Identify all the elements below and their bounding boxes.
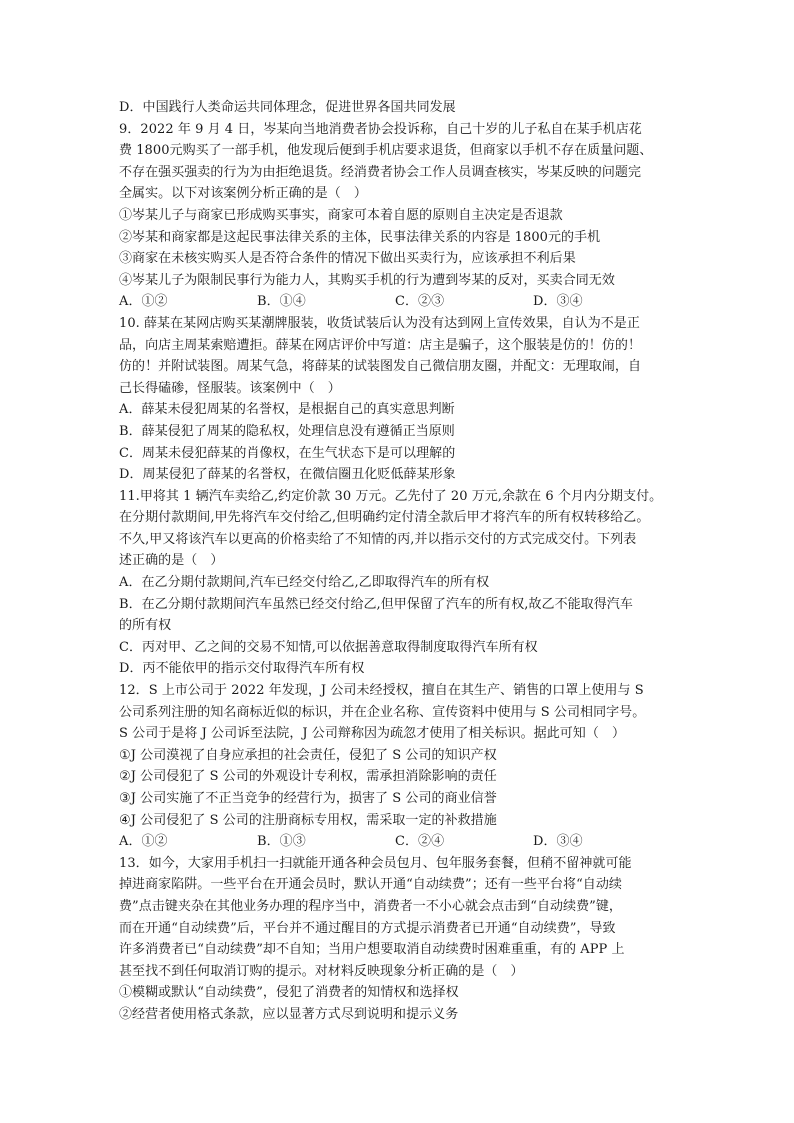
q12-statement-4: ④J 公司侵犯了 S 公司的注册商标专用权，需采取一定的补救措施 xyxy=(119,812,497,828)
q12-stem-line: 12．S 上市公司于 2022 年发现，J 公司未经授权，擅自在其生产、销售的口罩上使用与 S xyxy=(119,683,644,699)
q12-statement-1: ①J 公司漠视了自身应承担的社会责任，侵犯了 S 公司的知识产权 xyxy=(119,747,497,763)
q12-choice-a: A．①② xyxy=(119,834,168,850)
q13-stem-line: 掉进商家陷阱。一些平台在开通会员时，默认开通“自动续费”；还有一些平台将“自动续 xyxy=(119,877,622,893)
q9-stem-line: 9．2022 年 9 月 4 日，岑某向当地消费者协会投诉称，自己十岁的儿子私自在某手机店花 xyxy=(119,121,642,137)
q11-stem-line: 不久,甲又将该汽车以更高的价格卖给了不知情的丙,并以指示交付的方式完成交付。下列表 xyxy=(119,531,637,547)
q13-stem-line: 甚至找不到任何取消订购的提示。对材料反映现象分析正确的是（ ） xyxy=(119,963,524,979)
q12-choices xyxy=(119,831,684,853)
q8-option-d: D．中国践行人类命运共同体理念，促进世界各国共同发展 xyxy=(119,100,456,115)
q12-choice-b: B．①③ xyxy=(257,834,306,850)
question-13 xyxy=(119,853,684,1026)
q12-choice-c: C．②④ xyxy=(395,834,445,850)
q13-stem-line: 许多消费者已“自动续费”却不自知；当用户想要取消自动续费时困难重重，有的 APP 上 xyxy=(119,942,625,958)
q11-option-c: C．丙对甲、乙之间的交易不知情,可以依据善意取得制度取得汽车所有权 xyxy=(119,639,538,655)
q13-statement-2: ②经营者使用格式条款，应以显著方式尽到说明和提示义务 xyxy=(119,1006,459,1022)
question-9 xyxy=(119,119,684,313)
q9-stem-line: 不存在强买强卖的行为为由拒绝退货。经消费者协会工作人员调查核实，岑某反映的问题完 xyxy=(119,164,642,180)
q10-stem-line: 仿的！并附试装图。周某气急，将薛某的试装图发自己微信朋友圈，并配文：无理取闹，自 xyxy=(119,359,642,375)
q13-stem-line: 13．如今，大家用手机扫一扫就能开通各种会员包月、包年服务套餐，但稍不留神就可能 xyxy=(119,855,632,871)
q11-stem-line: 在分期付款期间,甲先将汽车交付给乙,但明确约定付清全款后甲才将汽车的所有权转移给乙。 xyxy=(119,510,650,526)
q10-option-b: B．薛某侵犯了周某的隐私权，处理信息没有遵循正当原则 xyxy=(119,423,455,439)
q10-stem-line: 10. 薛某在某网店购买某潮牌服装，收货试装后认为没有达到网上宣传效果，自认为不是正 xyxy=(119,315,640,331)
q12-choice-d: D．③④ xyxy=(533,834,583,850)
q12-statement-2: ②J 公司侵犯了 S 公司的外观设计专利权，需承担消除影响的责任 xyxy=(119,769,497,785)
q11-option-b-continued: 的所有权 xyxy=(119,618,172,634)
q13-stem-line: 而在开通“自动续费”后，平台并不通过醒目的方式提示消费者已开通“自动续费”，导致 xyxy=(119,920,616,936)
q12-stem-line: 公司系列注册的知名商标近似的标识，并在企业名称、宣传资料中使用与 S 公司相同字号。 xyxy=(119,704,646,720)
q11-option-d: D．丙不能依甲的指示交付取得汽车所有权 xyxy=(119,661,365,677)
q9-statement-3: ③商家在未核实购买人是否符合条件的情况下做出买卖行为，应该承担不利后果 xyxy=(119,251,576,267)
question-10 xyxy=(119,313,684,486)
q9-statement-4: ④岑某儿子为限制民事行为能力人，其购买手机的行为遭到岑某的反对，买卖合同无效 xyxy=(119,272,615,288)
q10-option-a: A．薛某未侵犯周某的名誉权，是根据自己的真实意思判断 xyxy=(119,402,455,418)
q9-choice-a: A．①② xyxy=(119,294,168,310)
q11-stem-line: 11.甲将其 1 辆汽车卖给乙,约定价款 30 万元。乙先付了 20 万元,余款在 6 个月内分期支付。 xyxy=(119,488,663,504)
q9-choice-d: D．③④ xyxy=(533,294,583,310)
q11-option-a: A．在乙分期付款期间,汽车已经交付给乙,乙即取得汽车的所有权 xyxy=(119,575,490,591)
exam-page xyxy=(119,97,684,1026)
q9-stem-line: 费 1800元购买了一部手机，他发现后便到手机店要求退货，但商家以手机不存在质量问题、 xyxy=(119,143,653,159)
q10-option-c: C．周某未侵犯薛某的肖像权，在生气状态下是可以理解的 xyxy=(119,445,456,461)
q9-choice-b: B．①④ xyxy=(257,294,306,310)
q9-stem-line: 全属实。以下对该案例分析正确的是（ ） xyxy=(119,186,367,202)
q10-stem-line: 己长得磕碜，怪服装。该案例中（ ） xyxy=(119,380,341,396)
q12-stem-line: S 公司于是将 J 公司诉至法院，J 公司辩称因为疏忽才使用了相关标识。据此可知（ ） xyxy=(119,726,626,742)
q9-statement-2: ②岑某和商家都是这起民事法律关系的主体，民事法律关系的内容是 1800元的手机 xyxy=(119,229,601,245)
q9-statement-1: ①岑某儿子与商家已形成购买事实，商家可本着自愿的原则自主决定是否退款 xyxy=(119,207,563,223)
q10-stem-line: 品，向店主周某索赔遭拒。薛某在网店评价中写道：店主是骗子，这个服装是仿的！仿的！ xyxy=(119,337,642,353)
q9-choices xyxy=(119,291,684,313)
q11-stem-line: 述正确的是（ ） xyxy=(119,553,224,569)
q13-statement-1: ①模糊或默认“自动续费”，侵犯了消费者的知情权和选择权 xyxy=(119,985,459,1001)
q13-stem-line: 费”点击键夹杂在其他业务办理的程序当中，消费者一不小心就会点击到“自动续费”键， xyxy=(119,898,622,914)
question-12 xyxy=(119,680,684,853)
q9-choice-c: C．②③ xyxy=(395,294,445,310)
q10-option-d: D．周某侵犯了薛某的名誉权，在微信圈丑化贬低薛某形象 xyxy=(119,467,456,483)
q12-statement-3: ③J 公司实施了不正当竞争的经营行为，损害了 S 公司的商业信誉 xyxy=(119,791,497,806)
question-11 xyxy=(119,486,684,680)
q11-option-b: B．在乙分期付款期间汽车虽然已经交付给乙,但甲保留了汽车的所有权,故乙不能取得汽车 xyxy=(119,596,633,612)
